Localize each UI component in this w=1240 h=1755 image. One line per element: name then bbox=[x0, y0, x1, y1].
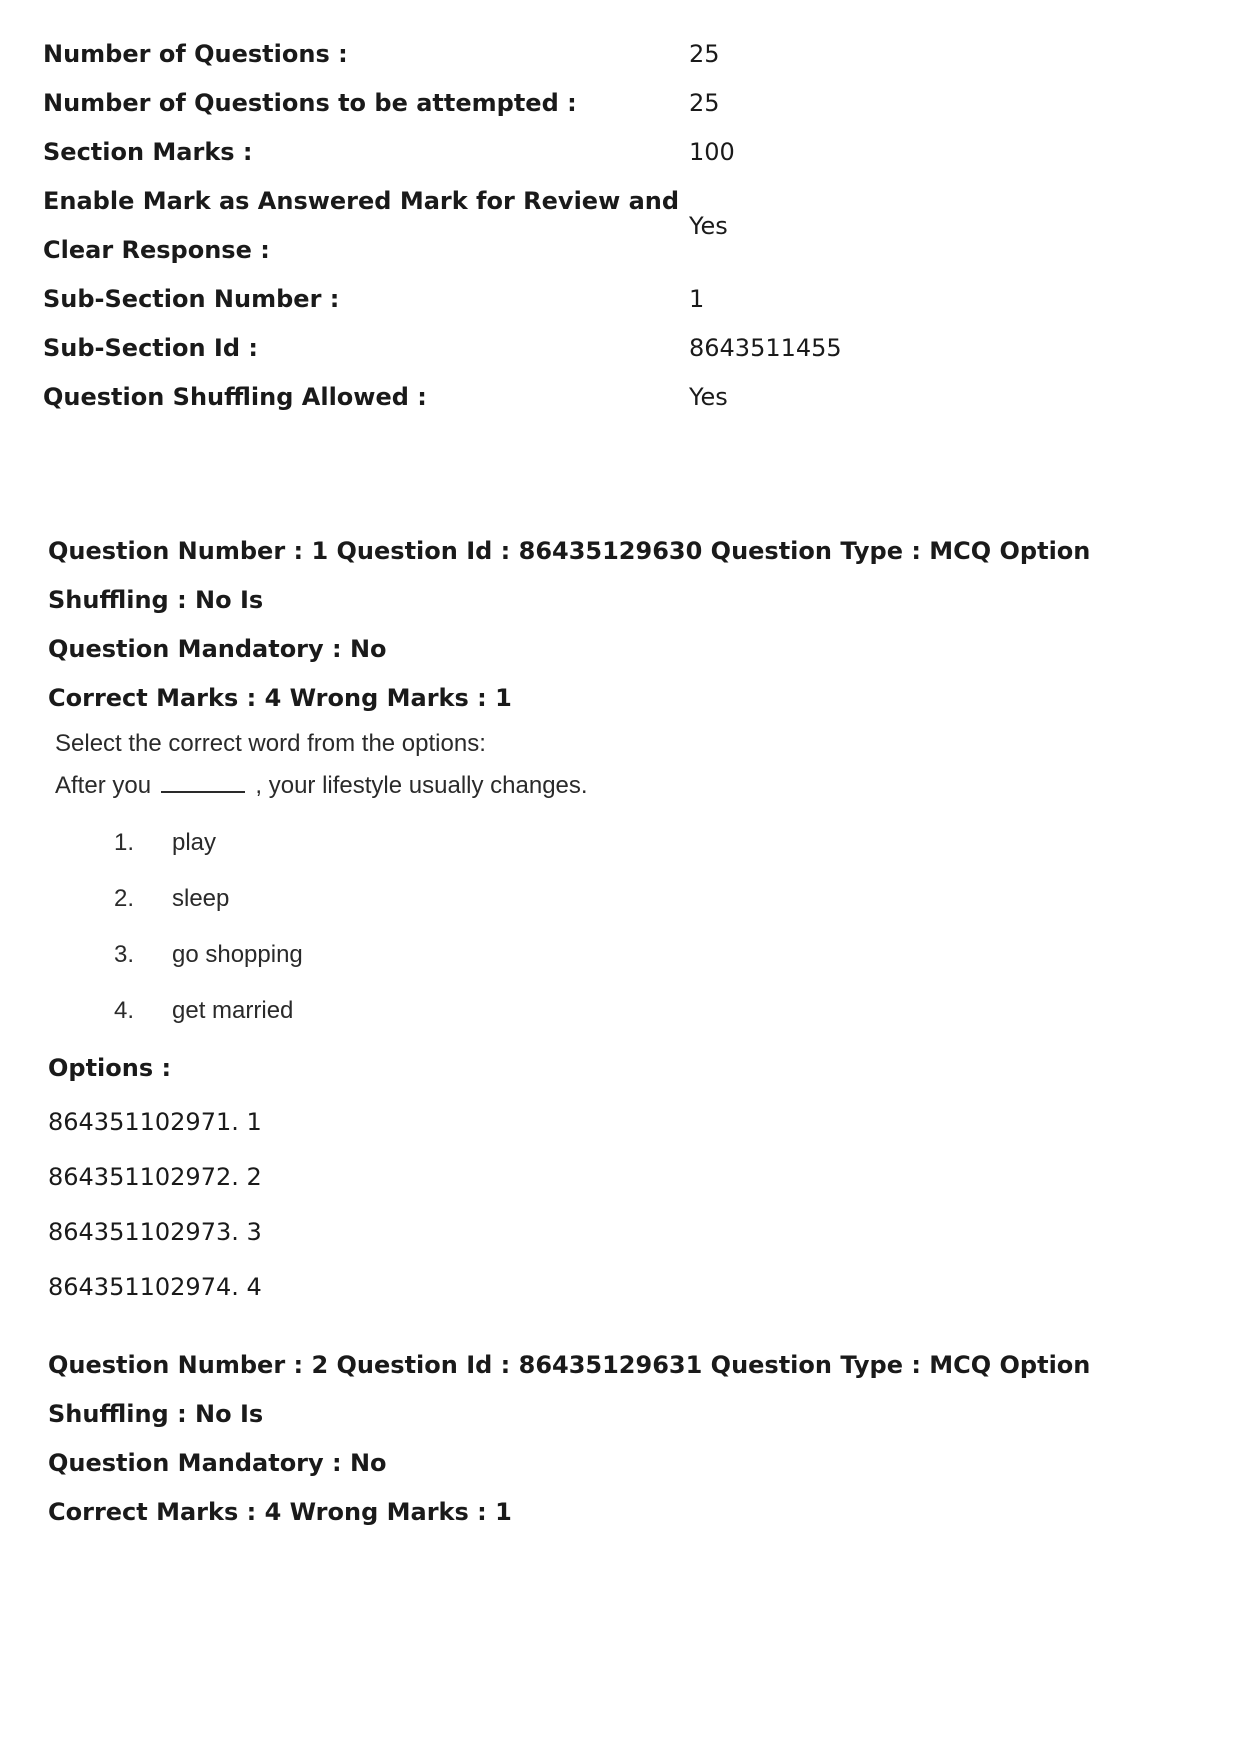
choice-text: sleep bbox=[172, 885, 230, 912]
choice-number: 1. bbox=[114, 829, 135, 856]
choice-item bbox=[55, 871, 1218, 927]
question-header-line: Question Number : 2 Question Id : 86435129631 Question Type : MCQ Option Shuffling : No Is bbox=[48, 1351, 1091, 1428]
info-value: Yes bbox=[689, 383, 728, 411]
option-item: 864351102972. 2 bbox=[48, 1163, 262, 1191]
choice-number: 3. bbox=[114, 941, 135, 968]
choice-item bbox=[55, 983, 1218, 1039]
info-label: Section Marks : bbox=[43, 138, 253, 166]
question-1 bbox=[48, 527, 1218, 1315]
info-label bbox=[43, 177, 689, 275]
info-value: 25 bbox=[689, 40, 720, 68]
info-row-questions-to-attempt bbox=[43, 79, 1193, 128]
question-body bbox=[55, 723, 1218, 1039]
info-value: 100 bbox=[689, 138, 735, 166]
info-value: Yes bbox=[689, 211, 728, 240]
option-item: 864351102971. 1 bbox=[48, 1108, 262, 1136]
info-label-line: Clear Response : bbox=[43, 236, 270, 264]
choice-text: go shopping bbox=[172, 941, 303, 968]
info-label: Sub-Section Number : bbox=[43, 285, 340, 313]
info-row-sub-section-number bbox=[43, 275, 1193, 324]
info-label-line: Enable Mark as Answered Mark for Review and bbox=[43, 187, 680, 215]
question-header-line: Question Mandatory : No bbox=[48, 1449, 387, 1477]
info-row-sub-section-id bbox=[43, 324, 1193, 373]
info-row-enable-mark-review bbox=[43, 177, 1193, 275]
question-2 bbox=[48, 1341, 1218, 1537]
choice-number: 4. bbox=[114, 997, 135, 1024]
choice-number: 2. bbox=[114, 885, 135, 912]
question-header-line: Question Number : 1 Question Id : 86435129630 Question Type : MCQ Option Shuffling : No Is bbox=[48, 537, 1091, 614]
info-value: 25 bbox=[689, 89, 720, 117]
question-marks: Correct Marks : 4 Wrong Marks : 1 bbox=[48, 1498, 512, 1526]
info-label: Question Shuffling Allowed : bbox=[43, 383, 427, 411]
info-row-number-of-questions bbox=[43, 30, 1193, 79]
options-title: Options : bbox=[48, 1054, 172, 1082]
question-sentence bbox=[55, 765, 1218, 807]
option-item: 864351102974. 4 bbox=[48, 1273, 262, 1301]
choice-item bbox=[55, 927, 1218, 983]
info-value: 1 bbox=[689, 285, 705, 313]
option-item: 864351102973. 3 bbox=[48, 1218, 262, 1246]
info-row-question-shuffling bbox=[43, 373, 1193, 422]
sentence-before: After you bbox=[55, 772, 152, 799]
question-prompt: Select the correct word from the options: bbox=[55, 730, 486, 757]
question-marks: Correct Marks : 4 Wrong Marks : 1 bbox=[48, 684, 512, 712]
choice-text: get married bbox=[172, 997, 294, 1024]
info-label: Number of Questions : bbox=[43, 40, 348, 68]
choice-list bbox=[55, 815, 1218, 1039]
choice-item bbox=[55, 815, 1218, 871]
info-value: 8643511455 bbox=[689, 334, 842, 362]
info-row-section-marks bbox=[43, 128, 1193, 177]
question-header-line: Question Mandatory : No bbox=[48, 635, 387, 663]
info-label: Number of Questions to be attempted : bbox=[43, 89, 577, 117]
section-info-table bbox=[43, 30, 1193, 422]
sentence-after: , your lifestyle usually changes. bbox=[255, 772, 588, 799]
blank-line bbox=[161, 773, 245, 793]
choice-text: play bbox=[172, 829, 217, 856]
info-label: Sub-Section Id : bbox=[43, 334, 258, 362]
